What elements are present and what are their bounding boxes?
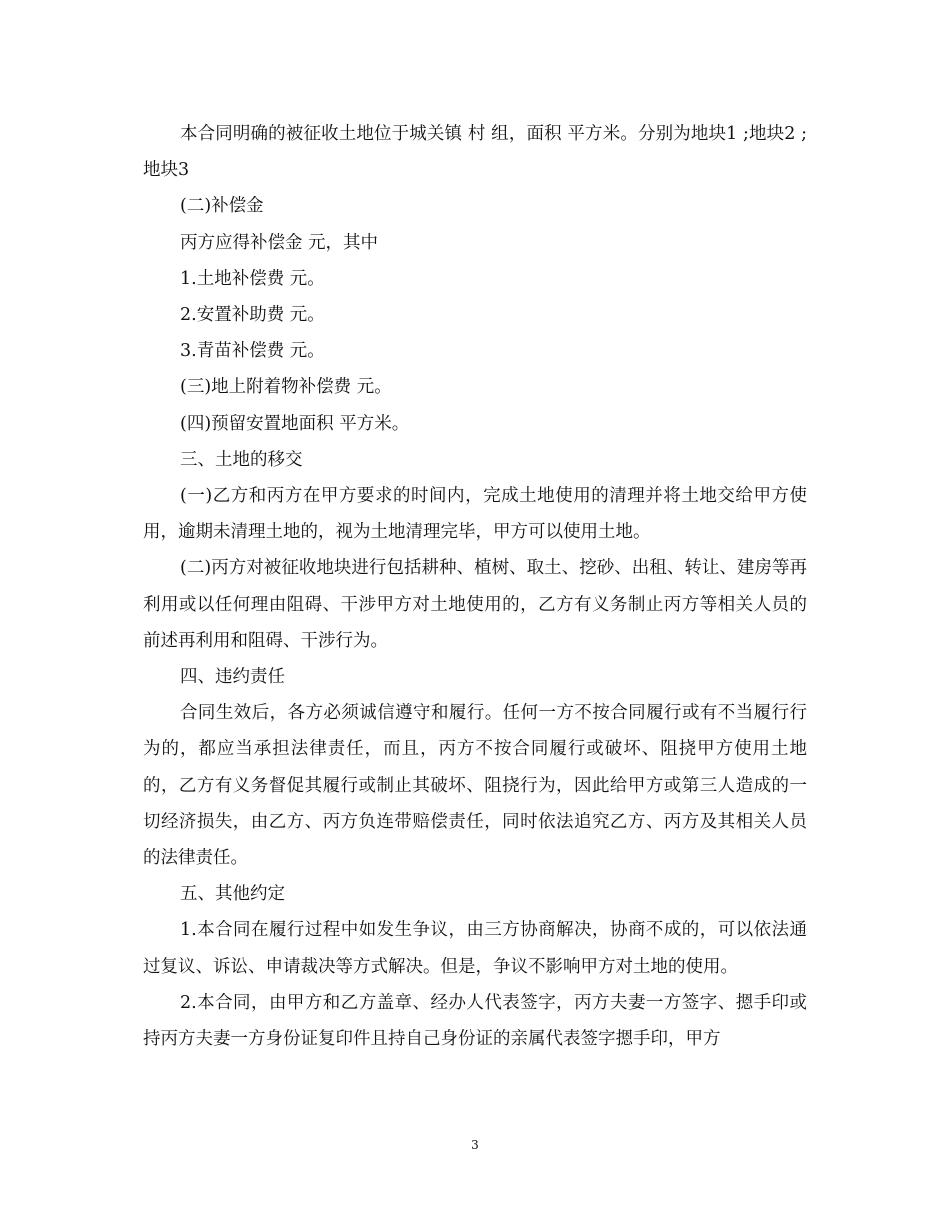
list-item-land-compensation: 1.土地补偿费 元。 (180, 268, 325, 289)
paragraph-handover-clause-2: (二)丙方对被征收地块进行包括耕种、植树、取土、挖砂、出租、转让、建房等再利用或以任何理由阻碍、干涉甲方对土地使用的，乙方有义务制止丙方等相关人员的前述再利用和阻碍、干涉行为。 (143, 558, 807, 651)
page-number: 3 (471, 1138, 479, 1152)
paragraph-reserved-land: (四)预留安置地面积 平方米。 (180, 413, 410, 434)
paragraph-other-terms-2: 2.本合同，由甲方和乙方盖章、经办人代表签字，丙方夫妻一方签字、摁手印或持丙方夫妻一方身份证复印件且持自己身份证的亲属代表签字摁手印，甲方 (143, 992, 807, 1050)
paragraph-land-location: 本合同明确的被征收土地位于城关镇 村 组，面积 平方米。分别为地块1 ;地块2 ;地块3 (143, 124, 807, 181)
list-item-crop-compensation: 3.青苗补偿费 元。 (180, 341, 325, 362)
heading-other-terms: 五、其他约定 (180, 884, 285, 905)
heading-land-handover: 三、土地的移交 (180, 449, 303, 470)
paragraph-handover-clause-1: (一)乙方和丙方在甲方要求的时间内，完成土地使用的清理并将土地交给甲方使用，逾期未清理土地的，视为土地清理完毕，甲方可以使用土地。 (143, 486, 807, 543)
heading-breach-liability: 四、违约责任 (180, 667, 285, 688)
list-item-resettlement-subsidy: 2.安置补助费 元。 (180, 305, 325, 326)
paragraph-compensation-total: 丙方应得补偿金 元，其中 (180, 232, 379, 253)
paragraph-breach-liability: 合同生效后，各方必须诚信遵守和履行。任何一方不按合同履行或有不当履行行为的，都应当承担法律责任，而且，丙方不按合同履行或破坏、阻挠甲方使用土地的，乙方有义务督促其履行或制止其破坏、阻挠行为，因此给甲方或第三人造成的一切经济损失，由乙方、丙方负连带赔偿责任，同时依法追究乙方、丙方及其相关人员的法律责任。 (143, 703, 807, 869)
document-body (143, 116, 807, 1057)
paragraph-attachment-compensation: (三)地上附着物补偿费 元。 (180, 377, 392, 398)
heading-compensation: (二)补偿金 (180, 196, 264, 217)
paragraph-other-terms-1: 1.本合同在履行过程中如发生争议，由三方协商解决，协商不成的，可以依法通过复议、诉讼、申请裁决等方式解决。但是，争议不影响甲方对土地的使用。 (143, 920, 807, 977)
